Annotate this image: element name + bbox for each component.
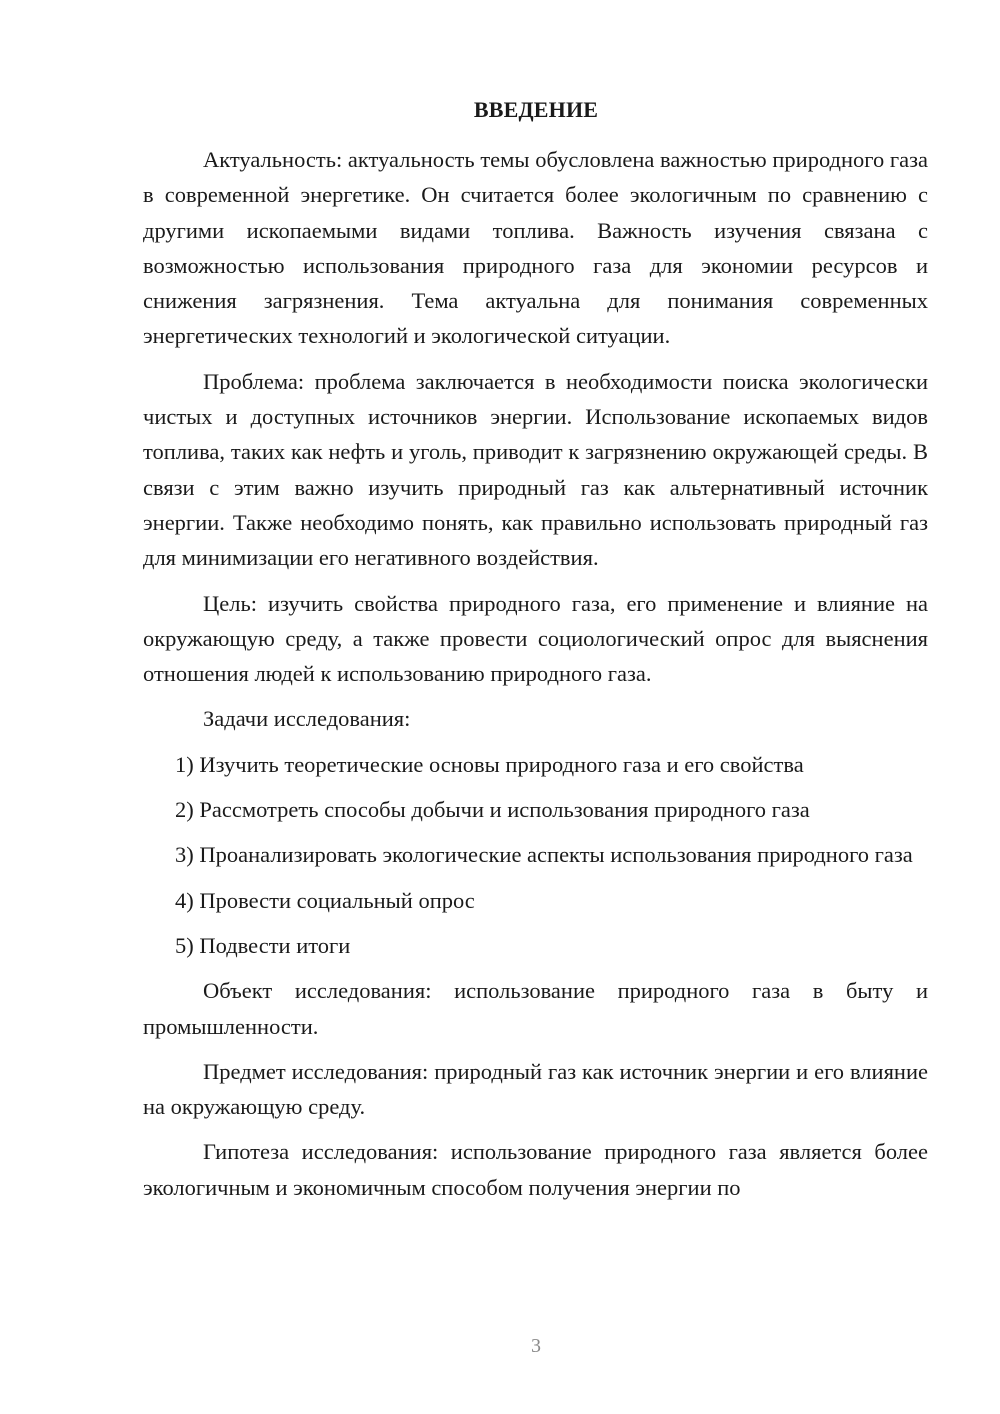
paragraph-subject: Предмет исследования: природный газ как источник энергии и его влияние на окружающую среду.	[143, 1058, 928, 1120]
paragraph-problem: Проблема: проблема заключается в необходимости поиска экологически чистых и доступных источников энергии. Использование ископаемых видов топлива, таких как нефть и уголь, приводит к загрязнению окружающей среды. В связи с этим важно изучить природный газ как альтернативный источник энергии. Также необходимо понять, как правильно использовать природный газ для минимизации его негативного воздействия.	[143, 368, 928, 571]
paragraph-object: Объект исследования: использование природного газа в быту и промышленности.	[143, 978, 928, 1039]
task-item: 1) Изучить теоретические основы природного газа и его свойства	[175, 751, 804, 777]
task-item: 5) Подвести итоги	[175, 932, 351, 958]
document-body	[143, 142, 928, 1205]
paragraph-relevance: Актуальность: актуальность темы обусловлена важностью природного газа в современной энергетике. Он считается более экологичным по сравнению с другими ископаемыми видами топлива. Важность изучения связана с возможностью использования природного газа для экономии ресурсов и снижения загрязнения. Тема актуальна для понимания современных энергетических технологий и экологической ситуации.	[143, 147, 928, 349]
paragraph-hypothesis: Гипотеза исследования: использование природного газа является более экологичным и экономичным способом получения энергии по	[143, 1139, 928, 1200]
page-number: 3	[531, 1335, 541, 1357]
paragraph-goal: Цель: изучить свойства природного газа, его применение и влияние на окружающую среду, а также провести социологический опрос для выяснения отношения людей к использованию природного газа.	[143, 590, 928, 687]
task-item: 3) Проанализировать экологические аспекты использования природного газа	[175, 842, 913, 868]
task-item: 2) Рассмотреть способы добычи и использования природного газа	[175, 797, 810, 823]
task-item: 4) Провести социальный опрос	[175, 887, 475, 913]
tasks-heading: Задачи исследования:	[203, 706, 411, 732]
page-title: ВВЕДЕНИЕ	[473, 97, 599, 122]
